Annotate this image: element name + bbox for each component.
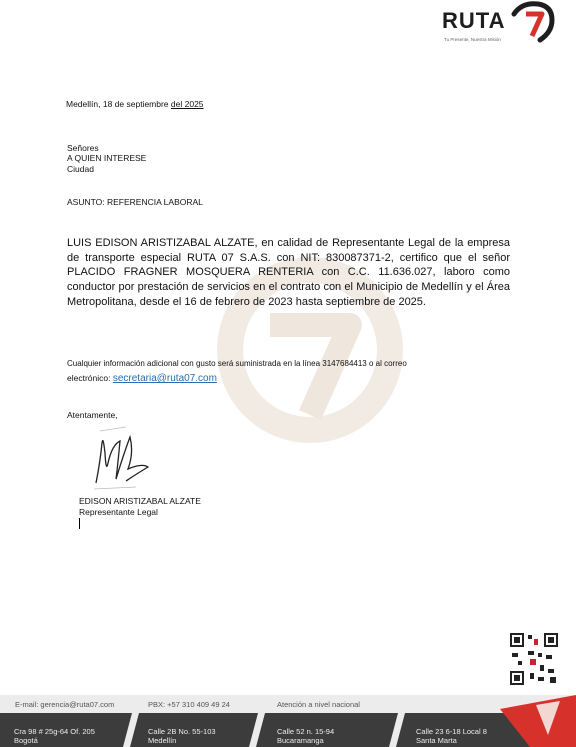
logo-seven-icon	[508, 0, 558, 44]
letter-date	[66, 99, 204, 109]
office-address: Calle 2B No. 55-103	[148, 727, 216, 736]
footer-email[interactable]: E-mail: gerencia@ruta07.com	[15, 700, 115, 709]
signer-title: Representante Legal	[79, 507, 158, 517]
office-address: Cra 98 # 25g-64 Of. 205	[14, 727, 95, 736]
email-link[interactable]: secretaria@ruta07.com	[112, 373, 217, 384]
footer-attention: Atención a nivel nacional	[277, 700, 360, 709]
office-city: Medellín	[148, 736, 177, 745]
office-city: Bucaramanga	[277, 736, 324, 745]
office-address: Calle 52 n. 15-94	[277, 727, 335, 736]
signature-image	[90, 423, 162, 497]
subject-line: ASUNTO: REFERENCIA LABORAL	[67, 197, 203, 207]
logo-tagline: Tu Presente, Nuestra Misión	[444, 37, 501, 42]
city-line: Ciudad	[67, 164, 94, 174]
logo-wordmark: RUTA	[442, 8, 506, 33]
info-email-prefix: electrónico:	[67, 373, 111, 383]
date-text: Medellín, 18 de septiembre	[66, 99, 169, 109]
office-city: Santa Marta	[416, 736, 457, 745]
letter-body: LUIS EDISON ARISTIZABAL ALZATE, en calidad de Representante Legal de la empresa de transporte especial RUTA 07 S.A.S. con NIT: 830087371-2, certifico que el señor PLACIDO FRAGNER MOSQUERA RENTERIA con C.C. 11.636.027, laboro como conductor por prestación de servicios en el contrato con el Municipio de Medellín y el Área Metropolitana, desde el 16 de febrero de 2023 hasta septiembre de 2025.	[67, 237, 510, 308]
info-line: Cualquier información adicional con gusto será suministrada en la línea 3147684413 o al correo	[67, 359, 407, 368]
qr-code[interactable]	[508, 631, 560, 687]
date-year: del 2025	[170, 99, 204, 109]
signer-name: EDISON ARISTIZABAL ALZATE	[79, 496, 201, 506]
info-email-line	[67, 373, 217, 384]
salutation: Señores	[67, 143, 99, 153]
footer-pbx: PBX: +57 310 409 49 24	[148, 700, 230, 709]
office-address: Calle 23 6-18 Local 8	[416, 727, 487, 736]
recipient: A QUIEN INTERESE	[67, 153, 147, 163]
text-cursor	[79, 518, 80, 529]
closing: Atentamente,	[67, 410, 118, 420]
office-city: Bogotá	[14, 736, 38, 745]
